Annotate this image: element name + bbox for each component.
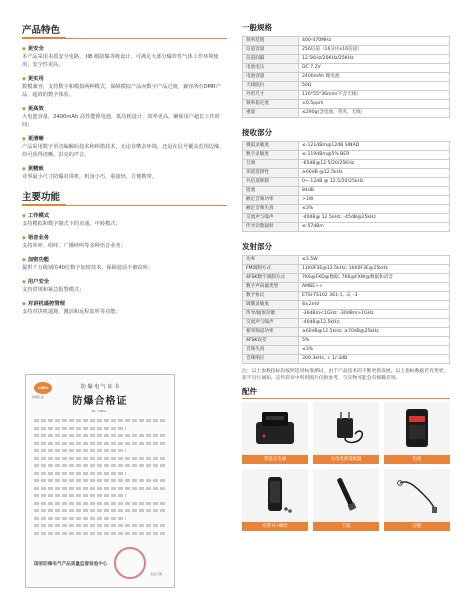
function-item [22,212,227,228]
spec-row [243,214,450,223]
accessory-label: 电池 [384,455,450,464]
feature-item [22,165,227,181]
spec-row [243,73,450,82]
spec-value: ±0.5ppm [299,100,450,109]
spec-row [243,223,450,232]
spec-value: ≤-119dBm@5% BER [299,151,450,160]
left-column [22,22,227,322]
spec-key: 交流声与噪声 [243,319,299,328]
spec-key: 模拟灵敏度 [243,142,299,151]
spec-row [243,292,450,301]
spec-row [243,169,450,178]
item-title-text: 语音业务 [27,235,50,241]
adapter-icon [323,408,369,448]
item-text: 业界最小尺寸防爆对讲机，机身小巧，重量轻，方便携带。 [22,174,157,180]
spec-key: 额定音频失真 [243,205,299,214]
spec-key: FM调制方式 [243,265,299,274]
accessory-antenna [313,469,379,531]
certificate-date: 发证日期 [149,572,162,576]
spec-value: 5% [299,337,450,346]
spec-key: 信道容量 [243,46,299,55]
spec-key: 天线阻抗 [243,82,299,91]
spec-value: 50Ω [299,82,450,91]
spec-row [243,100,450,109]
spec-value: 7K6@FXD@数据; 7K6@FXW@数据和语音 [299,274,450,283]
general-spec-title: 一般规格 [242,23,272,32]
item-title [22,75,227,83]
charger-icon [252,408,298,448]
function-item [22,300,227,316]
spec-key: 4FSK误差 [243,337,299,346]
item-text: 支持模拟和数字制式下的直通、中转模式； [22,221,121,227]
spec-key: 互调 [243,160,299,169]
spec-value: ≥60dB@12.5kHz; ≥70dB@25kHz [299,328,450,337]
accessory-adapter [313,402,379,464]
accessory-battery [384,402,450,464]
spec-row [243,337,450,346]
spec-key: 额定音频功率 [243,196,299,205]
certificate-header: 防 爆 电 气 证 书 [81,384,119,390]
bullet-icon: ◆ [22,257,26,263]
spec-row [243,178,450,187]
spec-row [243,55,450,64]
cnex-logo: CNEx [34,382,52,394]
spec-value: ≤290g(含电池、背夹、天线） [299,109,450,118]
accessory-lanyard [384,469,450,531]
item-title [22,234,227,242]
accessory-label: 智能充电器 [242,455,308,464]
spec-row [243,283,450,292]
right-column [242,22,450,531]
item-title-text: 用户安全 [27,279,50,285]
spec-row [243,151,450,160]
spec-key: 阻塞 [243,187,299,196]
spec-value: 11K0F3E@12.5kHz; 16K0F3E@25kHz [299,265,450,274]
bullet-icon: ◆ [22,279,26,285]
spec-value: ≤3.5W [299,256,450,265]
spec-value: ≤-57dBm [299,223,450,232]
certificate-title: 防爆合格证 [72,396,128,407]
spec-row [243,109,450,118]
function-item [22,234,227,250]
item-title [22,278,227,286]
spec-row [243,256,450,265]
spec-value: -40dB@12.5kHz; [299,319,450,328]
spec-row [243,346,450,355]
item-title-text: 更实用 [27,76,44,82]
certificate-number: No. CNEx... [91,409,109,413]
spec-row [243,205,450,214]
spec-key: 数字声码器类型 [243,283,299,292]
spec-key: 相邻频道功率 [243,328,299,337]
item-title-text: 更高效 [27,106,44,112]
bullet-icon: ◆ [22,166,26,172]
spec-value: 300-3kHz, + 1/-3dB [299,355,450,364]
general-spec-table [242,36,450,118]
spec-key: 数字灵敏度 [243,151,299,160]
spec-row [243,46,450,55]
spec-row [243,196,450,205]
spec-row [243,355,450,364]
item-text: 支持对讲机遥毙、激活和远程监听等功能； [22,309,121,315]
explosion-proof-certificate [25,374,175,588]
spec-key: 4FSK数字调制方式 [243,274,299,283]
item-title-text: 更清晰 [27,136,44,142]
item-title [22,135,227,143]
item-title [22,105,227,113]
spec-value: ≥60dB @12.5kHz [299,169,450,178]
spec-row [243,160,450,169]
spec-row [243,187,450,196]
item-title [22,256,227,264]
spec-key: 电池电压 [243,64,299,73]
disclaimer-note: 注：以上参数指标均按照适用标准测试，由于产品技术的不断更新发展，以上指标数据若有变更，恕不另行通知。宣传彩页中所用图片仅供参考，与实物可能会有细微差别。 [242,369,449,382]
spec-row [243,265,450,274]
spec-key: 共信道抑制 [243,178,299,187]
item-title-text: 更精致 [27,166,44,172]
spec-key: 交流声与噪声 [243,214,299,223]
item-text: 提供千万级别的40位数字加密技术，保障通话不被窃听； [22,265,154,271]
item-text: 支持常规和紧急报警模式； [22,287,85,293]
spec-key: 传导/辐射杂散 [243,310,299,319]
accessory-label: 天线 [313,522,379,531]
bullet-icon: ◆ [22,46,26,52]
features-title: 产品特色 [22,22,227,39]
spec-value: -65dB@12.5/20/25KHz [299,160,450,169]
bullet-icon: ◆ [22,76,26,82]
spec-value: ≤-121dBm@12dB SINAD [299,142,450,151]
spec-key: 重量 [243,109,299,118]
item-title-text: 工作模式 [27,213,50,219]
spec-row [243,274,450,283]
spec-value: 116*55*36mm(不含天线） [299,91,450,100]
spec-value: DC 7.2V [299,64,450,73]
spec-key: 传导杂散辐射 [243,223,299,232]
spec-key: 数字协议 [243,292,299,301]
spec-value: AMBE++ [299,283,450,292]
spec-value: 12.5KHz/20KHz/25KHz [299,55,450,64]
spec-value: >1W [299,196,450,205]
feature-item [22,45,227,69]
spec-value: 0~-12dB @ 12.5/20/25kHz [299,178,450,187]
function-item [22,256,227,272]
item-title-text: 更安全 [27,46,44,52]
spec-value: 256信道（16分区x16信道） [299,46,450,55]
feature-item [22,105,227,129]
spec-key: 邻道选择性 [243,169,299,178]
receiver-spec-title: 接收部分 [242,128,272,137]
spec-key: 外形尺寸 [243,91,299,100]
item-text: 支持单呼、组呼、广播呼叫等多种语音业务； [22,243,126,249]
spec-value: ≤3% [299,205,450,214]
transmitter-spec-table [242,255,450,364]
bullet-icon: ◆ [22,136,26,142]
spec-value: ETSI-TS102 361-1, -2, -3 [299,292,450,301]
spec-key: 功率 [243,256,299,265]
bullet-icon: ◆ [22,301,26,307]
spec-key: 调制灵敏度 [243,301,299,310]
item-title-text: 对讲机遥控管理 [27,301,65,307]
accessory-label: 皮带夹+螺丝 [242,522,308,531]
accessories-grid [242,402,450,531]
spec-key: 频率稳定度 [243,100,299,109]
spec-row [243,301,450,310]
item-title [22,300,227,308]
spec-key: 电池容量 [243,73,299,82]
item-text: 大电池容量，2400mAh 高性能锂电池，低功耗设计，效率更高，确保用户超长工作时间； [22,114,220,128]
item-text: 数模兼容，支持数字和模拟两种模式，保障模拟产品向数字产品过渡，兼容所有DMR产品，超值的数字体验。 [22,84,221,98]
spec-key: 频率范围 [243,37,299,46]
feature-list [22,45,227,181]
spec-value: 84dB [299,187,450,196]
lanyard-icon [394,473,440,517]
spec-value: -36dBm<1GHz; -30dBm>1GHz [299,310,450,319]
spec-key: 信道间隔 [243,55,299,64]
spec-value: 8±2mV [299,301,450,310]
antenna-icon [323,473,369,517]
functions-title: 主要功能 [22,189,227,206]
function-list [22,212,227,316]
spec-row [243,328,450,337]
spec-value: -40dB@ 12.5kHz; -45dB@25kHz [299,214,450,223]
accessory-charger [242,402,308,464]
item-title [22,212,227,220]
spec-row [243,64,450,73]
item-title [22,165,227,173]
function-item [22,278,227,294]
spec-row [243,310,450,319]
spec-row [243,142,450,151]
spec-row [243,37,450,46]
item-text: 产品采用数字语音编解码技术和纠错技术，无论在嘈杂环境，还是在信号覆盖范围边缘，均可获得清晰、洪亮的声音。 [22,144,225,158]
spec-value: 400-470MHz [299,37,450,46]
spec-row [243,91,450,100]
bullet-icon: ◆ [22,106,26,112]
spec-value: 2400mAh 锂电池 [299,73,450,82]
transmitter-spec-title: 发射部分 [242,242,272,251]
feature-item [22,135,227,159]
spec-value: ≤3% [299,346,450,355]
receiver-spec-table [242,141,450,232]
spec-row [243,319,450,328]
feature-item [22,75,227,99]
item-title [22,45,227,53]
belt-clip-icon [252,473,298,517]
accessory-label: 充电电源适配器 [313,455,379,464]
bullet-icon: ◆ [22,235,26,241]
accessory-belt-clip [242,469,308,531]
accessory-label: 挂绳 [384,522,450,531]
accessories-title: 配件 [242,386,450,399]
item-title-text: 加密功能 [27,257,50,263]
item-text: 本产品采用本质安全电路、 IIB 级防爆等级设计，可满足大部分爆炸性气体工作环境使用，安全性更高。 [22,54,219,68]
spec-row [243,82,450,91]
spec-key: 音频响应 [243,355,299,364]
spec-key: 音频失真 [243,346,299,355]
bullet-icon: ◆ [22,213,26,219]
certificate-body [34,419,166,535]
battery-icon [394,406,440,450]
certificate-stamp [114,547,146,579]
certificate-org: 国家防爆电气产品质量监督检验中心 [34,562,108,567]
cnex-logo-sub: 防爆认证 [32,395,45,399]
